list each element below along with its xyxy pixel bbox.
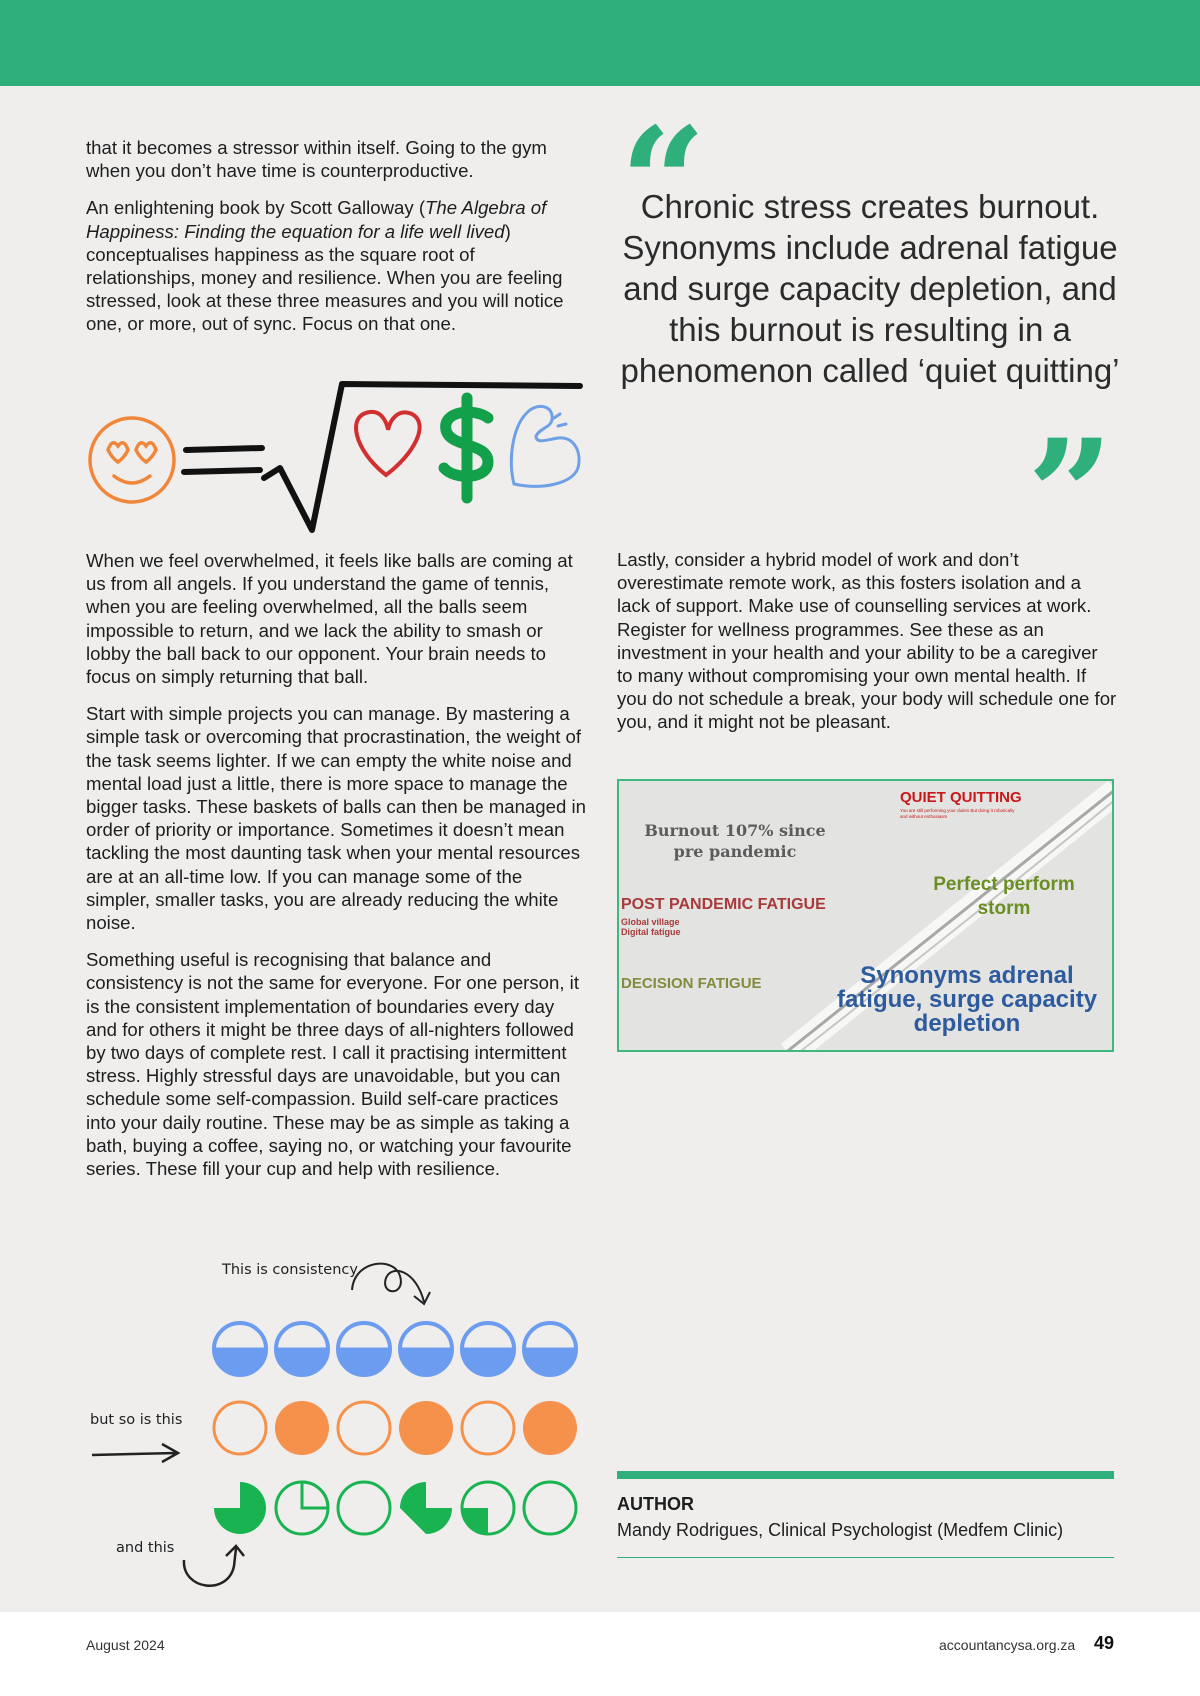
equals-sign-icon [184, 448, 262, 472]
green-empty-circle-icon [524, 1482, 576, 1534]
green-circle-row [214, 1482, 576, 1534]
green-half-circle-icon [400, 1482, 452, 1534]
quiet-quitting-subtext: You are still performing your duties But doing it robotically and without enthusiasm [900, 808, 1015, 819]
left-column-main [86, 549, 586, 1194]
author-name: Mandy Rodrigues, Clinical Psychologist (Medfem Clinic) [617, 1520, 1064, 1540]
pull-quote-text: Chronic stress creates burnout. Synonyms include adrenal fatigue and surge capacity depletion, and this burnout is resulting in a phenomenon called ‘quiet quitting’ [620, 188, 1120, 389]
open-quote-mark: “ [620, 95, 707, 271]
right-arrow-icon [92, 1444, 178, 1462]
curly-arrow-icon [352, 1264, 424, 1302]
footer-date: August 2024 [86, 1637, 165, 1653]
page-number: 49 [1094, 1633, 1115, 1653]
book-rest: ) conceptualises happiness as the square root of relationships, money and resilience. When you are feeling stressed, look at these three measures and you will notice one, or more, out of sync. Focus on that one. [86, 220, 564, 335]
paragraph: When we feel overwhelmed, it feels like balls are coming at us from all angels. If you understand the game of tennis, when you are feeling overwhelmed, all the balls seem impossible to return, and we lack the ability to smash or lobby the ball back to our opponent. Your brain needs to focus on simply returning that ball. [86, 550, 573, 688]
burnout-label: Burnout 107% since pre pandemic [644, 821, 826, 861]
blue-half-circle-icon [462, 1323, 514, 1375]
blue-half-circle-icon [276, 1323, 328, 1375]
orange-empty-circle-icon [214, 1402, 266, 1454]
green-quarter-filled-circle-icon [462, 1482, 514, 1534]
blue-half-circle-icon [400, 1323, 452, 1375]
consistency-label-top: This is consistency [222, 1262, 358, 1278]
green-quarter-circle-icon [276, 1482, 328, 1534]
quiet-quitting-label: QUIET QUITTING [900, 789, 1022, 806]
consistency-label-bottom: and this [116, 1540, 175, 1556]
book-title: The Algebra of Happiness: Finding the equation for a life well lived [86, 197, 547, 242]
square-root-sign-icon [264, 384, 580, 530]
orange-filled-circle-icon [523, 1401, 577, 1455]
burnout-collage-image [617, 779, 1114, 1052]
green-empty-circle-icon [338, 1482, 390, 1534]
dollar-icon [444, 398, 488, 498]
flexed-arm-icon [511, 406, 579, 486]
post-pandemic-label: POST PANDEMIC FATIGUE [621, 896, 826, 913]
post-pandemic-subtext [621, 917, 681, 937]
smiley-face-icon [90, 418, 174, 502]
consistency-illustration [84, 1250, 604, 1610]
book-intro: An enlightening book by Scott Galloway ( [86, 197, 426, 219]
paragraph: Start with simple projects you can manage. By mastering a simple task or overcoming that procrastination, the weight of the task seems lighter. If we can empty the white noise and mental load just a little, there is more space to manage the bigger tasks. These baskets of balls can then be managed in order of priority or importance. Sometimes it doesn’t mean tackling the most daunting task when your mental resources are at an all-time low. If you can manage some of the simpler, smaller tasks, you are already reducing the white noise. [86, 703, 586, 934]
decision-fatigue-label: DECISION FATIGUE [621, 975, 762, 992]
orange-empty-circle-icon [462, 1402, 514, 1454]
orange-filled-circle-icon [399, 1401, 453, 1455]
footer-website: accountancysa.org.za [939, 1637, 1076, 1653]
blue-half-circle-icon [524, 1323, 576, 1375]
author-divider-bar [617, 1471, 1114, 1479]
page-footer [0, 1612, 1200, 1696]
right-column-main [617, 548, 1117, 748]
blue-half-circle-icon [338, 1323, 390, 1375]
orange-empty-circle-icon [338, 1402, 390, 1454]
curved-up-arrow-icon [184, 1546, 244, 1586]
paragraph: Lastly, consider a hybrid model of work and don’t overestimate remote work, as this fosters isolation and a lack of support. Make use of counselling services at work. Register for wellness programmes. See these as an investment in your health and your ability to be a caregiver to many without compromising your own mental health. If you do not schedule a break, your body will schedule one for you, and it might not be pleasant. [617, 549, 1117, 733]
paragraph-book [86, 196, 586, 335]
consistency-label-mid: but so is this [90, 1412, 183, 1428]
left-column-top [86, 136, 586, 350]
synonyms-label: Synonyms adrenal fatigue, surge capacity depletion [836, 962, 1098, 1037]
author-heading: AUTHOR [617, 1494, 694, 1514]
paragraph: that it becomes a stressor within itself. Going to the gym when you don’t have time is counterproductive. [86, 137, 547, 182]
author-divider-line [617, 1557, 1114, 1558]
paragraph: Something useful is recognising that balance and consistency is not the same for everyone. For one person, it is the consistent implementation of boundaries every day and for others it might be three days of all-nighters followed by two days of complete rest. I call it practising intermittent stress. Highly stressful days are unavoidable, but you can schedule some self-compassion. Build self-care practices into your daily routine. These may be as simple as taking a bath, buying a coffee, saying no, or watching your favourite series. These fill your cup and help with resilience. [86, 949, 579, 1180]
close-quote-mark: ” [1027, 407, 1114, 583]
green-three-quarter-circle-icon [214, 1482, 266, 1534]
blue-circle-row [214, 1323, 576, 1375]
orange-circle-row [214, 1401, 577, 1455]
perfect-storm-label: Perfect perform storm [933, 874, 1075, 919]
top-color-bar [0, 0, 1200, 86]
digital-fatigue-text: Digital fatigue [621, 927, 681, 937]
happiness-equation-illustration [84, 380, 584, 540]
orange-filled-circle-icon [275, 1401, 329, 1455]
global-village-text: Global village [621, 917, 680, 927]
heart-icon [356, 412, 420, 475]
blue-half-circle-icon [214, 1323, 266, 1375]
